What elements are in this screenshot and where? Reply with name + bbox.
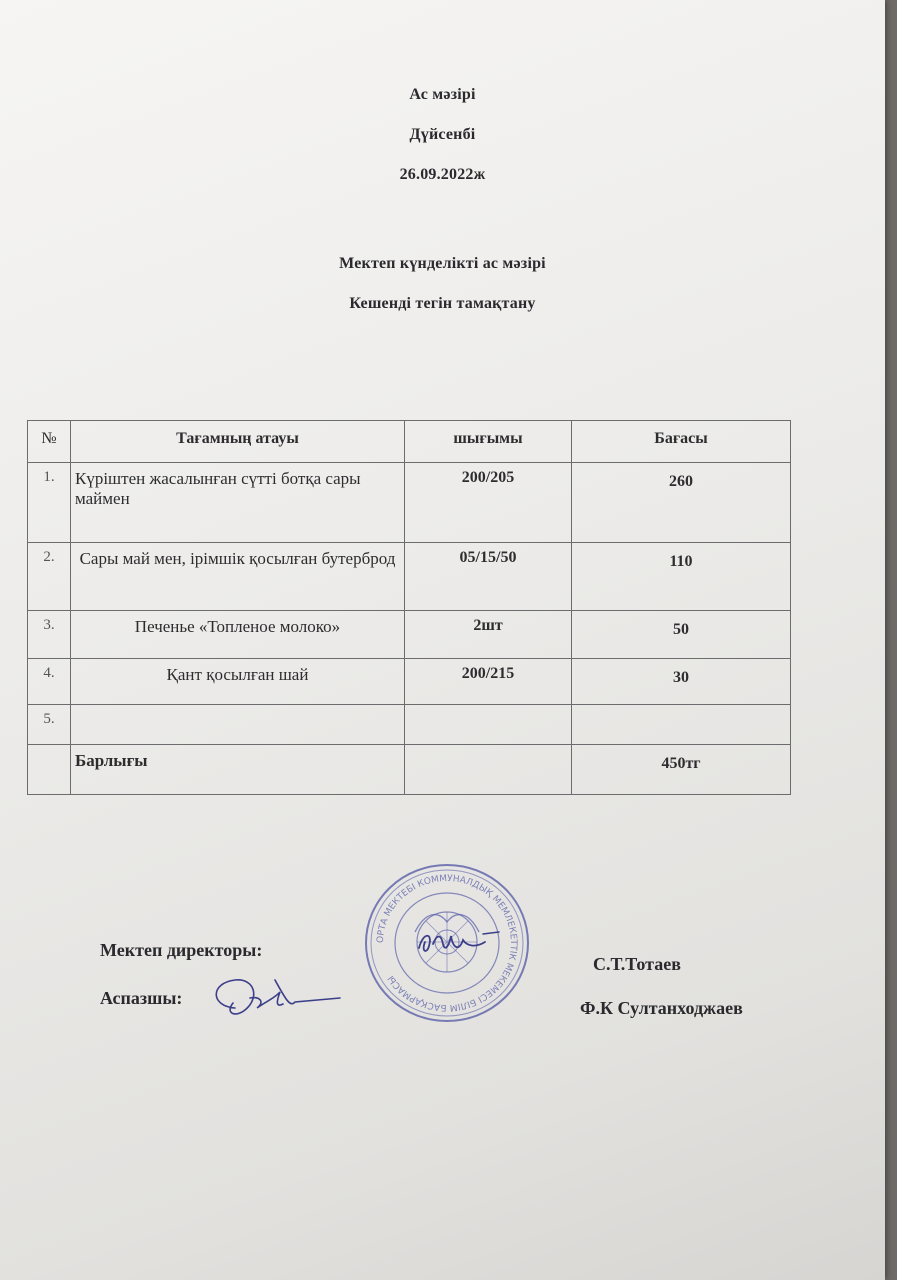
row-price: 260 [572,463,791,543]
table-row [28,611,791,659]
menu-table [27,420,791,795]
row-price: 50 [572,611,791,659]
table-header-row [28,421,791,463]
total-price: 450тг [572,745,791,795]
row-num: 5. [28,705,71,745]
header-yield: шығымы [405,421,572,463]
subtitle-daily-menu: Мектеп күнделікті ас мәзірі [339,255,546,272]
table-total-row [28,745,791,795]
row-name: Күріштен жасалынған сүтті ботқа сары маймен [71,463,405,543]
row-num: 3. [28,611,71,659]
row-name [71,705,405,745]
table-row [28,659,791,705]
subtitle-free-meals: Кешенді тегін тамақтану [349,295,536,312]
director-name: С.Т.Тотаев [593,954,681,974]
row-yield: 200/205 [405,463,572,543]
menu-title: Ас мәзірі [409,86,476,103]
seal-ring-text: ОРТА МЕКТЕБІ КОММУНАЛДЫҚ МЕМЛЕКЕТТІК МЕКЕМЕСІ БІЛІМ БАСҚАРМАСЫ [375,873,519,1013]
cook-signature-icon [205,968,345,1028]
table-row [28,543,791,611]
row-yield: 200/215 [405,659,572,705]
row-yield: 2шт [405,611,572,659]
row-yield: 05/15/50 [405,543,572,611]
cook-label: Аспазшы: [100,988,183,1008]
weekday: Дүйсенбі [409,126,476,143]
row-yield [405,705,572,745]
total-label: Барлығы [71,745,405,795]
row-name: Қант қосылған шай [71,659,405,705]
table-row [28,463,791,543]
header-num: № [28,421,71,463]
round-seal-icon [363,862,531,1024]
menu-date: 26.09.2022ж [399,166,486,183]
header-name: Тағамның атауы [71,421,405,463]
row-name: Сары май мен, ірімшік қосылған бутерброд [71,543,405,611]
row-num: 1. [28,463,71,543]
row-price: 30 [572,659,791,705]
row-num: 4. [28,659,71,705]
row-num: 2. [28,543,71,611]
row-price: 110 [572,543,791,611]
table-row [28,705,791,745]
row-name: Печенье «Топленое молоко» [71,611,405,659]
row-price [572,705,791,745]
cook-name: Ф.К Султанходжаев [580,998,743,1018]
director-label: Мектеп директоры: [100,940,263,960]
header-price: Бағасы [572,421,791,463]
